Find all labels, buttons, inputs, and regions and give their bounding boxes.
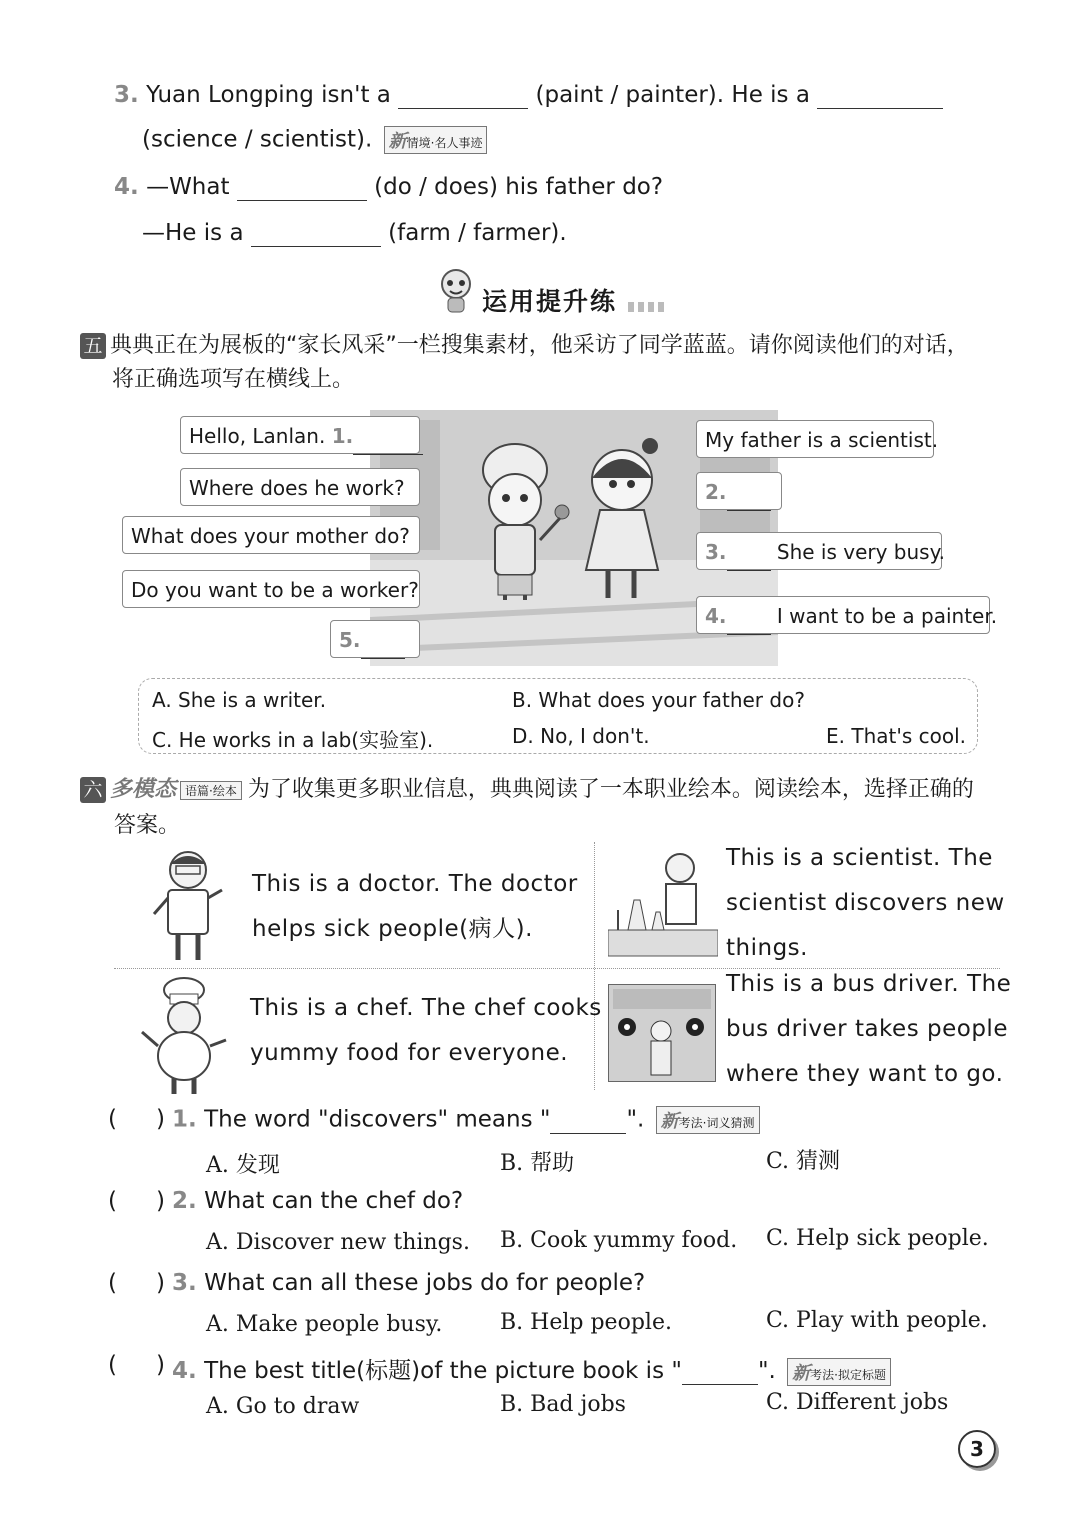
doctor-text (252, 862, 578, 952)
sec6-instr1: 为了收集更多职业信息，典典阅读了一本职业绘本。阅读绘本，选择正确的 (247, 777, 974, 802)
bus-line-3: where they want to go. (726, 1061, 1004, 1087)
question-2 (172, 1188, 463, 1214)
answer-blank-1[interactable] (353, 430, 423, 455)
section-title: 运用提升练 (482, 287, 618, 316)
bus-line-1: This is a bus driver. The (726, 971, 1012, 997)
sec6-badge: 六 (80, 777, 106, 803)
q4-tag: 新考法·拟定标题 (787, 1358, 891, 1386)
q3-context-tag: 新情境·名人事迹 (384, 126, 488, 154)
q3-option-a: A. Make people busy. (206, 1312, 443, 1337)
answer-blank-3[interactable] (727, 546, 771, 571)
sec5-instr1: 典典正在为展板的“家长风采”一栏搜集素材，他采访了同学蓝蓝。请你阅读他们的对话， (110, 333, 969, 358)
q1-option-b: B. 帮助 (500, 1151, 575, 1176)
bubble-hello-text: Hello, Lanlan. (189, 424, 326, 448)
bubble-busy (696, 532, 945, 570)
bubble-painter (696, 596, 998, 634)
q4b-blank[interactable] (682, 1358, 758, 1385)
q3-option-2: (science / scientist). (142, 126, 373, 153)
q1-tag: 新考法·词义猜测 (656, 1106, 760, 1134)
option-a: A. She is a writer. (152, 688, 327, 712)
q3b-number: 3. (172, 1270, 197, 1296)
bubble-blank-2 (696, 472, 782, 510)
q1-blank[interactable] (550, 1107, 626, 1134)
q3-answer-paren-close: ) (156, 1270, 165, 1296)
option-d: D. No, I don't. (512, 724, 650, 748)
sec5-badge: 五 (80, 333, 106, 359)
bus-line-2: bus driver takes people (726, 1016, 1008, 1042)
q4-blank-2[interactable] (251, 220, 381, 247)
q3b-text: What can all these jobs do for people? (204, 1270, 646, 1296)
q1-option-a: A. 发现 (206, 1153, 280, 1178)
q3-answer-box[interactable] (120, 1272, 154, 1298)
answer-blank-5[interactable] (361, 634, 405, 659)
option-c: C. He works in a lab(实验室). (152, 728, 434, 752)
scientist-line-1: This is a scientist. The (726, 845, 993, 871)
q4-option-a: A. Go to draw (206, 1394, 360, 1419)
sec6-tag-a: 多模态 (110, 777, 177, 802)
q4-answer-paren-close: ) (156, 1352, 165, 1378)
q4-line2 (142, 220, 567, 247)
option-b: B. What does your father do? (512, 688, 805, 712)
chef-text (250, 986, 602, 1076)
scientist-illustration (608, 850, 718, 960)
q3-blank-2[interactable] (817, 82, 943, 109)
title-decoration (628, 302, 664, 312)
blank-3-number: 3. (705, 540, 727, 564)
q4-option-c: C. Different jobs (766, 1390, 949, 1415)
q2-answer-paren-open: ( (108, 1188, 117, 1214)
blank-1-number: 1. (331, 424, 354, 448)
sec6-tag-b: 语篇·绘本 (180, 781, 242, 800)
question-4 (172, 1352, 891, 1386)
answer-blank-2[interactable] (727, 486, 771, 511)
doctor-line-2: helps sick people(病人). (252, 916, 533, 942)
doctor-line-1: This is a doctor. The doctor (252, 871, 578, 897)
q3-blank-1[interactable] (398, 82, 528, 109)
q1-option-c: C. 猜测 (766, 1149, 841, 1174)
bus-driver-illustration (608, 984, 716, 1082)
page-number: 3 (958, 1430, 996, 1468)
q3-option-c: C. Play with people. (766, 1308, 988, 1333)
q4-text-c: —He is a (142, 220, 244, 246)
mascot-icon (436, 266, 476, 314)
blank-2-number: 2. (705, 480, 727, 504)
q1-answer-box[interactable] (120, 1108, 154, 1134)
q3-option-1: (paint / painter). He is a (535, 82, 810, 108)
q1-number: 1. (172, 1106, 197, 1133)
q1-answer-paren-close: ) (156, 1106, 165, 1132)
q3-line1 (114, 82, 943, 109)
q2-answer-paren-close: ) (156, 1188, 165, 1214)
q4-line1 (114, 174, 663, 201)
sec6-instruction-line1 (80, 772, 974, 803)
q1-answer-paren-open: ( (108, 1106, 117, 1132)
q4-text-d: (farm / farmer). (388, 220, 567, 246)
q2-number: 2. (172, 1188, 197, 1214)
q4-number: 4. (114, 174, 139, 200)
q3-line2 (142, 126, 487, 154)
sec5-instruction-line1 (80, 328, 969, 359)
q1-text: The word "discovers" means " (204, 1106, 551, 1133)
scientist-text (726, 836, 1005, 971)
sec6-instruction-line2: 答案。 (114, 813, 181, 838)
q2-option-c: C. Help sick people. (766, 1226, 989, 1251)
bubble-mother-job: What does your mother do? (122, 516, 420, 554)
q4-text-a: —What (146, 174, 230, 200)
q2-answer-box[interactable] (120, 1190, 154, 1216)
q4b-end: ". (757, 1358, 776, 1384)
q3-answer-paren-open: ( (108, 1270, 117, 1296)
q2-text: What can the chef do? (204, 1188, 464, 1214)
question-3 (172, 1270, 645, 1296)
q4b-text: The best title(标题)of the picture book is " (204, 1358, 682, 1384)
scientist-line-2: scientist discovers new (726, 890, 1005, 916)
question-1 (172, 1106, 760, 1134)
bubble-painter-text: I want to be a painter. (776, 604, 998, 628)
q3-number: 3. (114, 82, 139, 108)
q4-answer-paren-open: ( (108, 1352, 117, 1378)
bubble-where-work: Where does he work? (180, 468, 420, 506)
chef-line-2: yummy food for everyone. (250, 1040, 569, 1066)
doctor-illustration (150, 848, 226, 964)
sec5-instruction-line2: 将正确选项写在横线上。 (112, 367, 355, 392)
bubble-blank-5 (330, 620, 420, 658)
q4-text-b: (do / does) his father do? (374, 174, 664, 200)
bubble-hello (180, 416, 420, 454)
blank-4-number: 4. (705, 604, 727, 628)
bubble-want-worker: Do you want to be a worker? (122, 570, 420, 608)
q4-answer-box[interactable] (120, 1354, 154, 1380)
q3-text: Yuan Longping isn't a (146, 82, 391, 108)
answer-blank-4[interactable] (727, 610, 771, 635)
bubble-father-scientist: My father is a scientist. (696, 420, 934, 458)
q4b-number: 4. (172, 1358, 197, 1384)
q4-option-b: B. Bad jobs (500, 1392, 626, 1417)
scientist-line-3: things. (726, 935, 808, 961)
chef-line-1: This is a chef. The chef cooks (250, 995, 602, 1021)
q3-option-b: B. Help people. (500, 1310, 672, 1335)
bubble-busy-text: She is very busy. (776, 540, 945, 564)
option-e: E. That's cool. (826, 724, 966, 748)
q2-option-a: A. Discover new things. (206, 1230, 470, 1255)
q1-end: ". (626, 1106, 645, 1133)
bus-driver-text (726, 962, 1011, 1097)
blank-5-number: 5. (339, 628, 361, 652)
q4-blank-1[interactable] (237, 174, 367, 201)
q2-option-b: B. Cook yummy food. (500, 1228, 738, 1253)
chef-illustration (136, 976, 232, 1096)
